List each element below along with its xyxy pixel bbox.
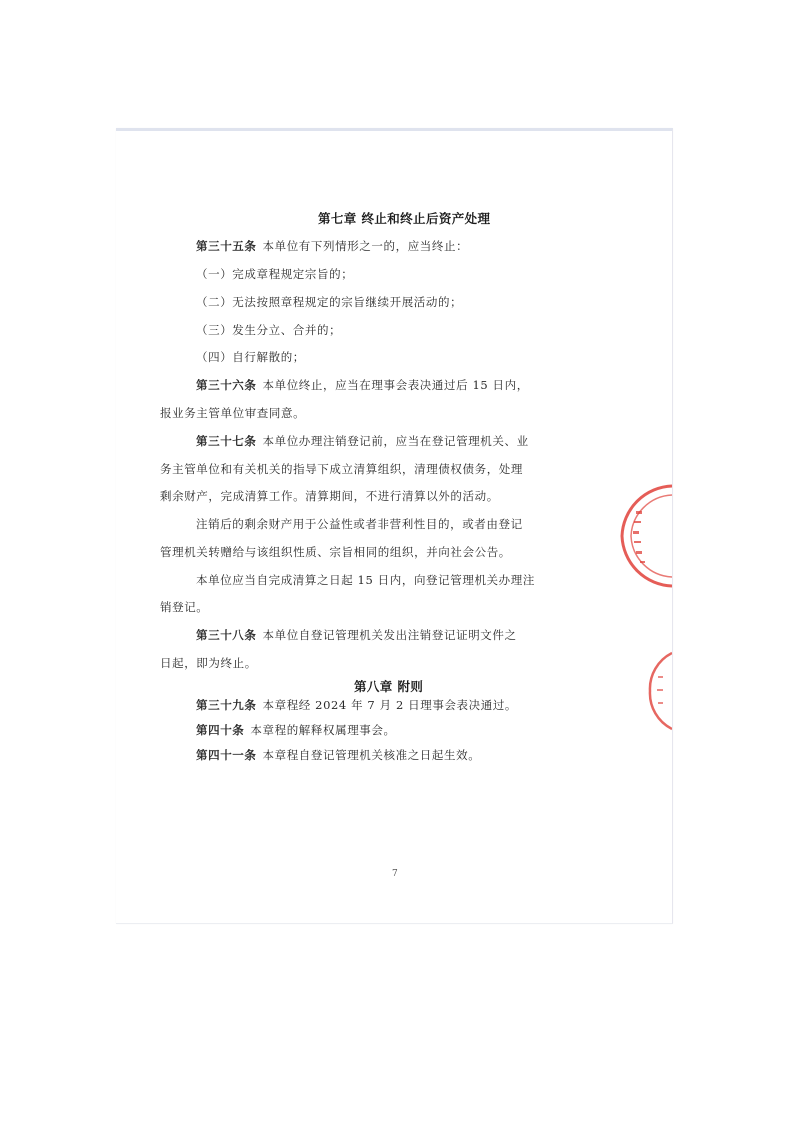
- article-37: [196, 433, 529, 449]
- article-35-item-2: （二）无法按照章程规定的宗旨继续开展活动的；: [196, 295, 463, 309]
- article-35-item-4: （四）自行解散的；: [196, 350, 305, 364]
- article-39: [196, 697, 517, 713]
- article-38-label: 第三十八条: [196, 628, 257, 642]
- article-36-line-2: 报业务主管单位审查同意。: [160, 406, 306, 420]
- article-35: [196, 238, 468, 254]
- article-39-label: 第三十九条: [196, 698, 257, 712]
- article-39-text: 本章程经 2024 年 7 月 2 日理事会表决通过。: [262, 698, 518, 712]
- official-seal-stamp: [616, 481, 672, 591]
- article-37-para-3-line-1: 本单位应当自完成清算之日起 15 日内，向登记管理机关办理注: [196, 573, 535, 587]
- article-40-label: 第四十条: [196, 723, 245, 737]
- article-37-label: 第三十七条: [196, 434, 257, 448]
- article-38-line-2: 日起，即为终止。: [160, 656, 257, 670]
- article-37-line-2: 务主管单位和有关机关的指导下成立清算组织，清理债权债务，处理: [160, 462, 523, 476]
- article-35-label: 第三十五条: [196, 239, 257, 253]
- chapter-7-title: 第七章 终止和终止后资产处理: [318, 211, 491, 226]
- article-38: [196, 627, 517, 643]
- article-36-line-1: 本单位终止，应当在理事会表决通过后 15 日内，: [262, 378, 529, 392]
- article-36: [196, 377, 529, 393]
- article-37-para-2-line-1: 注销后的剩余财产用于公益性或者非营利性目的，或者由登记: [196, 517, 523, 531]
- seal-fragment-stamp: [646, 651, 672, 731]
- article-37-line-3: 剩余财产，完成清算工作。清算期间，不进行清算以外的活动。: [160, 489, 499, 503]
- article-37-para-3-line-2: 销登记。: [160, 600, 209, 614]
- article-35-item-3: （三）发生分立、合并的；: [196, 323, 342, 337]
- page-number: 7: [392, 869, 398, 879]
- article-38-line-1: 本单位自登记管理机关发出注销登记证明文件之: [262, 628, 517, 642]
- article-37-para-2-line-2: 管理机关转赠给与该组织性质、宗旨相同的组织，并向社会公告。: [160, 545, 511, 559]
- chapter-8-title: 第八章 附则: [354, 679, 424, 694]
- article-40: [196, 722, 396, 738]
- article-35-item-1: （一）完成章程规定宗旨的；: [196, 267, 354, 281]
- article-41-label: 第四十一条: [196, 748, 257, 762]
- document-page: [116, 128, 673, 924]
- article-41-text: 本章程自登记管理机关核准之日起生效。: [262, 748, 481, 762]
- article-36-label: 第三十六条: [196, 378, 257, 392]
- article-40-text: 本章程的解释权属理事会。: [250, 723, 396, 737]
- article-37-line-1: 本单位办理注销登记前，应当在登记管理机关、业: [262, 434, 529, 448]
- article-35-text: 本单位有下列情形之一的，应当终止：: [262, 239, 469, 253]
- article-41: [196, 747, 480, 763]
